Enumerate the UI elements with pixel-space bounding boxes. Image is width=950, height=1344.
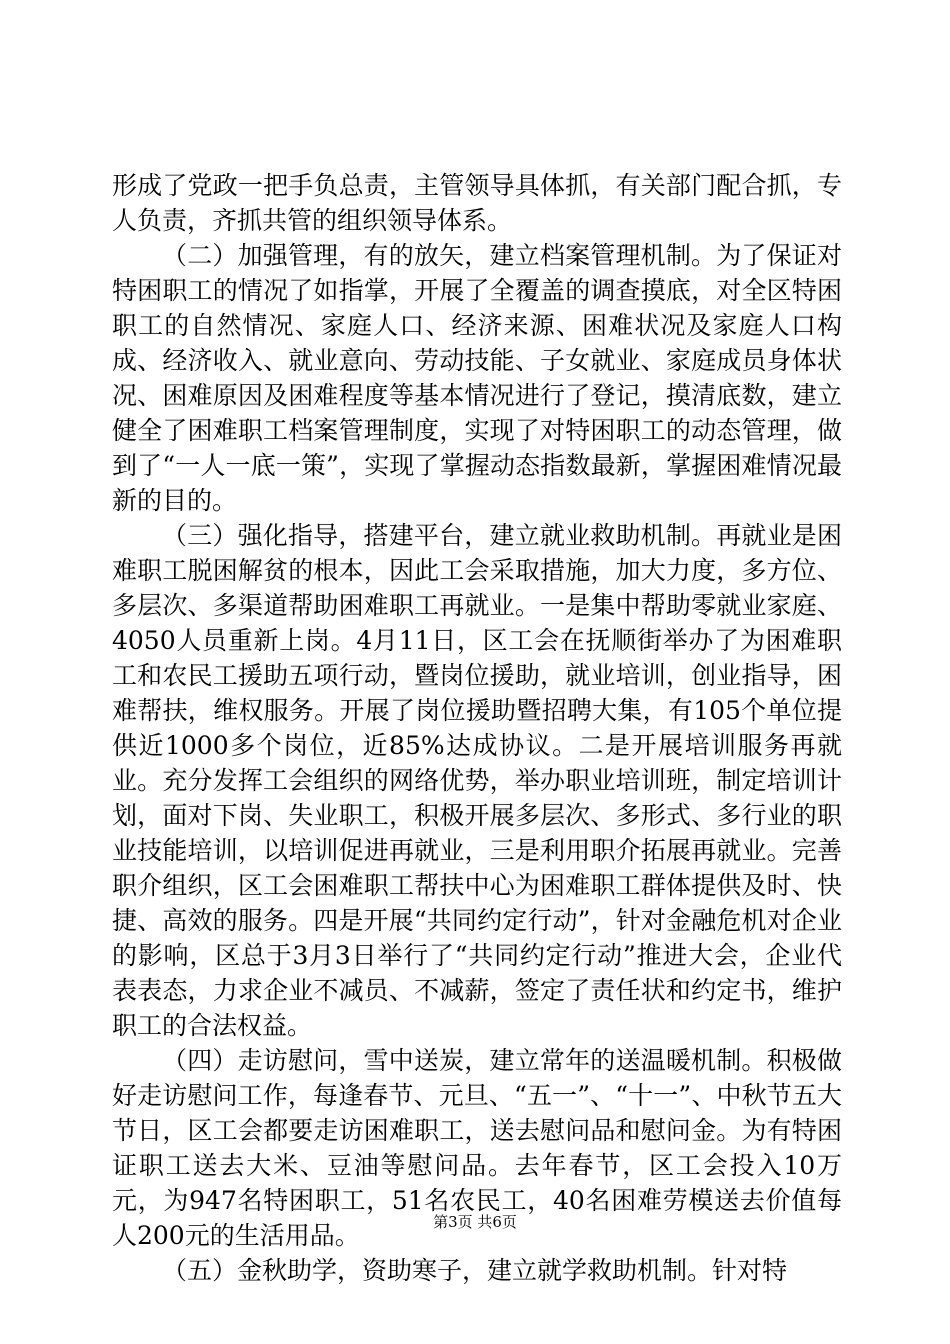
paragraph-archive-management: （二）加强管理，有的放矢，建立档案管理机制。为了保证对特困职工的情况了如指掌，开展了全覆盖的调查摸底，对全区特困职工的自然情况、家庭人口、经济来源、困难状况及家庭人口构成、经济收入、就业意向、劳动技能、子女就业、家庭成员身体状况、困难原因及困难程度等基本情况进行了登记，摸清底数，建立健全了困难职工档案管理制度，实现了对特困职工的动态管理，做到了“一人一底一策”，实现了掌握动态指数最新，掌握困难情况最新的目的。	[112, 241, 842, 515]
paragraph-warmth-delivery: （四）走访慰问，雪中送炭，建立常年的送温暖机制。积极做好走访慰问工作，每逢春节、元旦、“五一”、“十一”、中秋节五大节日，区工会都要走访困难职工，送去慰问品和慰问金。为有特困证职工送去大米、豆油等慰问品。去年春节，区工会投入10万元，为947名特困职工，51名农民工，40名困难劳模送去价值每人200元的生活用品。	[112, 1046, 842, 1250]
paragraph-education-assistance: （五）金秋助学，资助寒子，建立就学救助机制。针对特	[162, 1256, 788, 1285]
document-body	[112, 168, 842, 1288]
paragraph-continuation: 形成了党政一把手负总责，主管领导具体抓，有关部门配合抓，专人负责，齐抓共管的组织领导体系。	[112, 171, 842, 235]
paragraph-employment-assistance: （三）强化指导，搭建平台，建立就业救助机制。再就业是困难职工脱困解贫的根本，因此工会采取措施，加大力度，多方位、多层次、多渠道帮助困难职工再就业。一是集中帮助零就业家庭、4050人员重新上岗。4月11日，区工会在抚顺街举办了为困难职工和农民工援助五项行动，暨岗位援助，就业培训，创业指导，困难帮扶，维权服务。开展了岗位援助暨招聘大集，有105个单位提供近1000多个岗位，近85%达成协议。二是开展培训服务再就业。充分发挥工会组织的网络优势，举办职业培训班，制定培训计划，面对下岗、失业职工，积极开展多层次、多形式、多行业的职业技能培训，以培训促进再就业，三是利用职介拓展再就业。完善职介组织，区工会困难职工帮扶中心为困难职工群体提供及时、快捷、高效的服务。四是开展“共同约定行动”，针对金融危机对企业的影响，区总于3月3日举行了“共同约定行动”推进大会，企业代表表态，力求企业不减员、不减薪，签定了责任状和约定书，维护职工的合法权益。	[112, 521, 842, 1040]
page-number-footer: 第3页 共6页	[433, 1213, 517, 1231]
